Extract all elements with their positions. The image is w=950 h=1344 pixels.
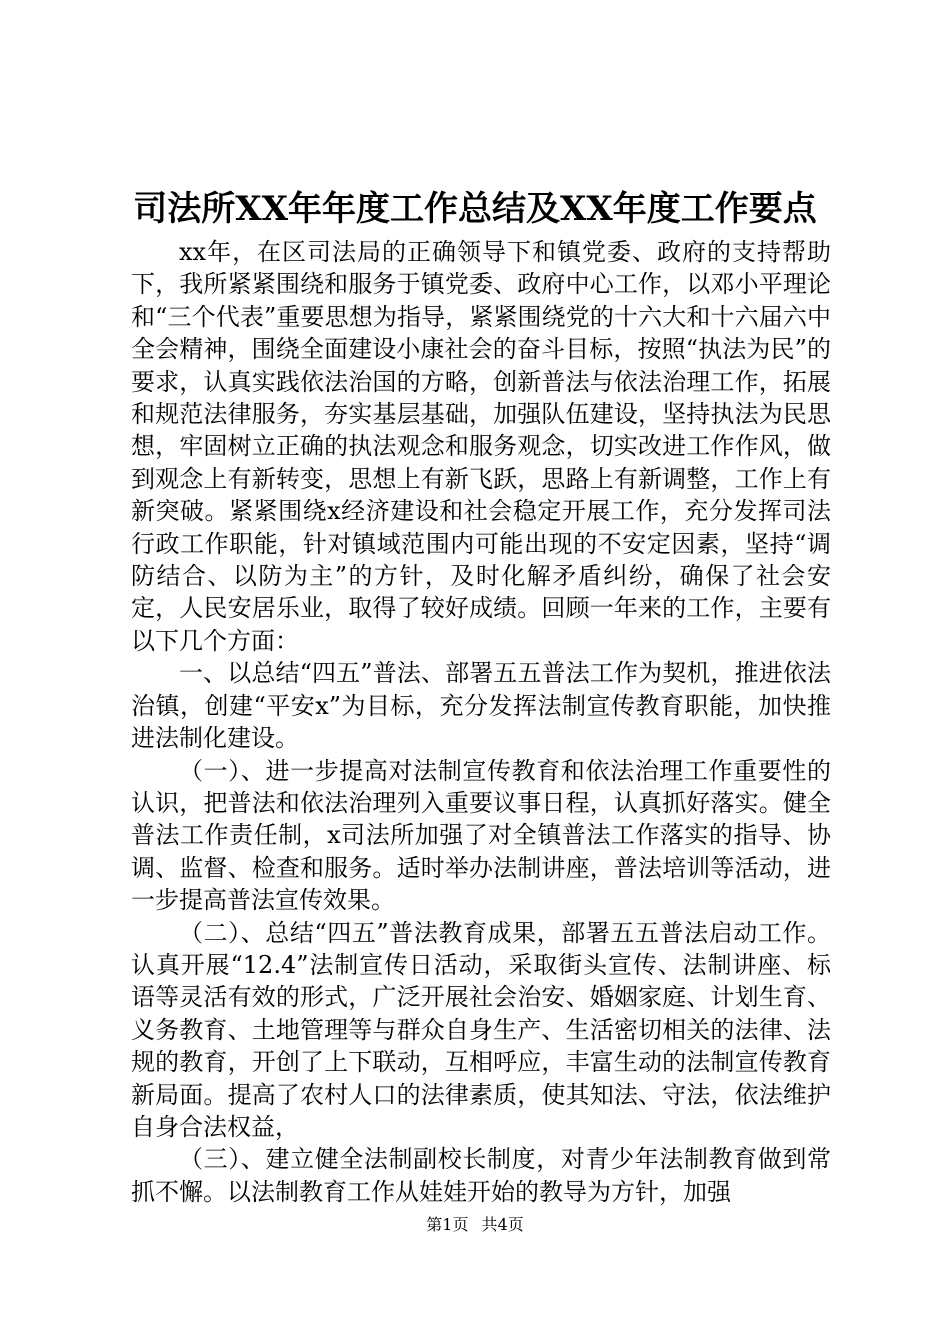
page-footer bbox=[0, 1215, 950, 1235]
paragraph-subsection-1: （一）、进一步提高对法制宣传教育和依法治理工作重要性的认识，把普法和依法治理列入重要议事日程，认真抓好落实。健全普法工作责任制，x司法所加强了对全镇普法工作落实的指导、协调、监督、检查和服务。适时举办法制讲座，普法培训等活动，进一步提高普法宣传效果。 bbox=[131, 756, 831, 915]
page-title: 司法所XX年年度工作总结及XX年度工作要点 bbox=[133, 189, 817, 229]
paragraph-subsection-2: （二）、总结“四五”普法教育成果，部署五五普法启动工作。认真开展“12.4”法制宣传日活动，采取街头宣传、法制讲座、标语等灵活有效的形式，广泛开展社会治安、婚姻家庭、计划生育、义务教育、土地管理等与群众自身生产、生活密切相关的法律、法规的教育，开创了上下联动，互相呼应，丰富生动的法制宣传教育新局面。提高了农村人口的法律素质，使其知法、守法，依法维护自身合法权益， bbox=[131, 918, 831, 1141]
paragraph-subsection-3: （三）、建立健全法制副校长制度，对青少年法制教育做到常抓不懈。以法制教育工作从娃娃开始的教导为方针，加强 bbox=[131, 1145, 831, 1206]
page-total: 共4页 bbox=[481, 1215, 524, 1234]
page-number: 第1页 bbox=[426, 1215, 469, 1234]
document-body bbox=[131, 236, 831, 1208]
paragraph-intro: xx年，在区司法局的正确领导下和镇党委、政府的支持帮助下，我所紧紧围绕和服务于镇党委、政府中心工作，以邓小平理论和“三个代表”重要思想为指导，紧紧围绕党的十六大和十六届六中全会精神，围绕全面建设小康社会的奋斗目标，按照“执法为民”的要求，认真实践依法治国的方略，创新普法与依法治理工作，拓展和规范法律服务，夯实基层基础，加强队伍建设，坚持执法为民思想，牢固树立正确的执法观念和服务观念，切实改进工作作风，做到观念上有新转变，思想上有新飞跃，思路上有新调整，工作上有新突破。紧紧围绕x经济建设和社会稳定开展工作，充分发挥司法行政工作职能，针对镇域范围内可能出现的不安定因素，坚持“调防结合、以防为主”的方针，及时化解矛盾纠纷，确保了社会安定，人民安居乐业，取得了较好成绩。回顾一年来的工作，主要有以下几个方面： bbox=[131, 238, 831, 655]
paragraph-section-1: 一、以总结“四五”普法、部署五五普法工作为契机，推进依法治镇，创建“平安x”为目标，充分发挥法制宣传教育职能，加快推进法制化建设。 bbox=[131, 659, 831, 753]
